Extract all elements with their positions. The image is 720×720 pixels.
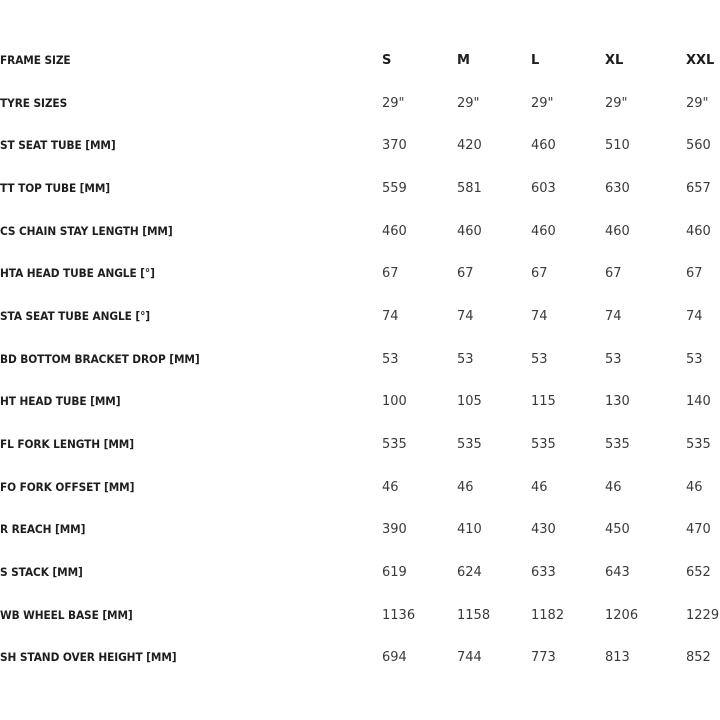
row-label-cell — [0, 423, 382, 466]
value-cell-l: 460 — [531, 223, 556, 239]
size-header-s: S — [382, 52, 392, 68]
row-label: CS CHAIN STAY LENGTH [MM] — [0, 223, 173, 238]
value-cell-xl: 29" — [605, 95, 628, 111]
value-cell-m: 624 — [457, 565, 482, 581]
value-cell-s: 67 — [382, 266, 399, 282]
value-cell-l: 53 — [531, 351, 548, 367]
value-cell-xxl: 140 — [686, 394, 711, 410]
value-cell-l: 603 — [531, 180, 556, 196]
value-cell-xl: 535 — [605, 437, 630, 453]
value-cell-xxl: 560 — [686, 138, 711, 154]
value-cell-l: 1182 — [531, 607, 565, 623]
row-label: SH STAND OVER HEIGHT [MM] — [0, 650, 177, 665]
value-cell-l: 67 — [531, 266, 548, 282]
value-cell-m: 460 — [457, 223, 482, 239]
value-cell-xxl: 53 — [686, 351, 703, 367]
value-cell-s: 1136 — [382, 607, 416, 623]
table-row — [0, 124, 720, 167]
row-label-cell — [0, 637, 382, 680]
value-cell-xxl: 29" — [686, 95, 709, 111]
row-label-cell — [0, 338, 382, 381]
value-cell-xxl: 652 — [686, 565, 711, 581]
value-cell-m: 53 — [457, 351, 474, 367]
value-cell-m: 1158 — [457, 607, 491, 623]
table-row — [0, 167, 720, 210]
value-cell-xxl: 460 — [686, 223, 711, 239]
value-cell-s: 100 — [382, 394, 407, 410]
row-label-cell — [0, 466, 382, 509]
value-cell-s: 390 — [382, 522, 407, 538]
value-cell-l: 46 — [531, 479, 548, 495]
value-cell-s: 74 — [382, 308, 399, 324]
value-cell-m: 535 — [457, 437, 482, 453]
value-cell-xl: 1206 — [605, 607, 639, 623]
row-label-cell — [0, 124, 382, 167]
table-row — [0, 551, 720, 594]
value-cell-xl: 460 — [605, 223, 630, 239]
value-cell-m: 29" — [457, 95, 480, 111]
row-label: FO FORK OFFSET [MM] — [0, 479, 135, 494]
row-label: HTA HEAD TUBE ANGLE [°] — [0, 266, 155, 281]
row-label-cell — [0, 167, 382, 210]
value-cell-l: 460 — [531, 138, 556, 154]
value-cell-l: 29" — [531, 95, 554, 111]
row-label-cell — [0, 551, 382, 594]
value-cell-xl: 630 — [605, 180, 630, 196]
row-label: FL FORK LENGTH [MM] — [0, 437, 134, 452]
value-cell-m: 74 — [457, 308, 474, 324]
row-label: TT TOP TUBE [MM] — [0, 180, 111, 195]
table-row — [0, 637, 720, 680]
row-label: R REACH [MM] — [0, 522, 86, 537]
table-row — [0, 381, 720, 424]
value-cell-xl: 130 — [605, 394, 630, 410]
row-label: WB WHEEL BASE [MM] — [0, 607, 133, 622]
value-cell-s: 619 — [382, 565, 407, 581]
table-row — [0, 509, 720, 552]
table-row — [0, 295, 720, 338]
value-cell-m: 67 — [457, 266, 474, 282]
value-cell-s: 53 — [382, 351, 399, 367]
row-label-cell — [0, 594, 382, 637]
value-cell-m: 105 — [457, 394, 482, 410]
size-header-l: L — [531, 52, 540, 68]
geometry-table — [0, 39, 720, 679]
row-label-cell — [0, 509, 382, 552]
header-label-cell — [0, 39, 382, 82]
value-cell-l: 633 — [531, 565, 556, 581]
size-header-xxl: XXL — [686, 52, 715, 68]
value-cell-xxl: 657 — [686, 180, 711, 196]
value-cell-xxl: 46 — [686, 479, 703, 495]
value-cell-s: 29" — [382, 95, 405, 111]
value-cell-xl: 510 — [605, 138, 630, 154]
size-header-xl: XL — [605, 52, 624, 68]
value-cell-xxl: 535 — [686, 437, 711, 453]
value-cell-s: 694 — [382, 650, 407, 666]
row-label-cell — [0, 252, 382, 295]
value-cell-m: 46 — [457, 479, 474, 495]
table-row — [0, 82, 720, 125]
size-header-m: M — [457, 52, 470, 68]
row-label: TYRE SIZES — [0, 95, 68, 110]
table-row — [0, 338, 720, 381]
value-cell-xl: 67 — [605, 266, 622, 282]
value-cell-l: 74 — [531, 308, 548, 324]
value-cell-s: 535 — [382, 437, 407, 453]
value-cell-m: 410 — [457, 522, 482, 538]
value-cell-m: 581 — [457, 180, 482, 196]
table-row — [0, 423, 720, 466]
table-row — [0, 594, 720, 637]
value-cell-l: 773 — [531, 650, 556, 666]
value-cell-s: 460 — [382, 223, 407, 239]
table-row — [0, 466, 720, 509]
row-label-cell — [0, 82, 382, 125]
value-cell-xxl: 852 — [686, 650, 711, 666]
value-cell-xl: 46 — [605, 479, 622, 495]
value-cell-l: 535 — [531, 437, 556, 453]
row-label-cell — [0, 381, 382, 424]
row-label: HT HEAD TUBE [MM] — [0, 394, 121, 409]
row-label-cell — [0, 295, 382, 338]
value-cell-m: 744 — [457, 650, 482, 666]
frame-size-header: FRAME SIZE — [0, 52, 71, 67]
value-cell-xl: 74 — [605, 308, 622, 324]
row-label: ST SEAT TUBE [MM] — [0, 138, 116, 153]
value-cell-xl: 450 — [605, 522, 630, 538]
geometry-table-body — [0, 39, 720, 679]
value-cell-xxl: 74 — [686, 308, 703, 324]
value-cell-xl: 53 — [605, 351, 622, 367]
value-cell-l: 115 — [531, 394, 556, 410]
value-cell-xxl: 67 — [686, 266, 703, 282]
value-cell-xxl: 470 — [686, 522, 711, 538]
value-cell-s: 559 — [382, 180, 407, 196]
value-cell-m: 420 — [457, 138, 482, 154]
table-row — [0, 210, 720, 253]
value-cell-xxl: 1229 — [686, 607, 720, 623]
value-cell-xl: 813 — [605, 650, 630, 666]
value-cell-s: 370 — [382, 138, 407, 154]
row-label-cell — [0, 210, 382, 253]
row-label: BD BOTTOM BRACKET DROP [MM] — [0, 351, 200, 366]
value-cell-l: 430 — [531, 522, 556, 538]
table-row — [0, 252, 720, 295]
header-row — [0, 39, 720, 82]
value-cell-xl: 643 — [605, 565, 630, 581]
row-label: S STACK [MM] — [0, 565, 83, 580]
value-cell-s: 46 — [382, 479, 399, 495]
row-label: STA SEAT TUBE ANGLE [°] — [0, 308, 151, 323]
